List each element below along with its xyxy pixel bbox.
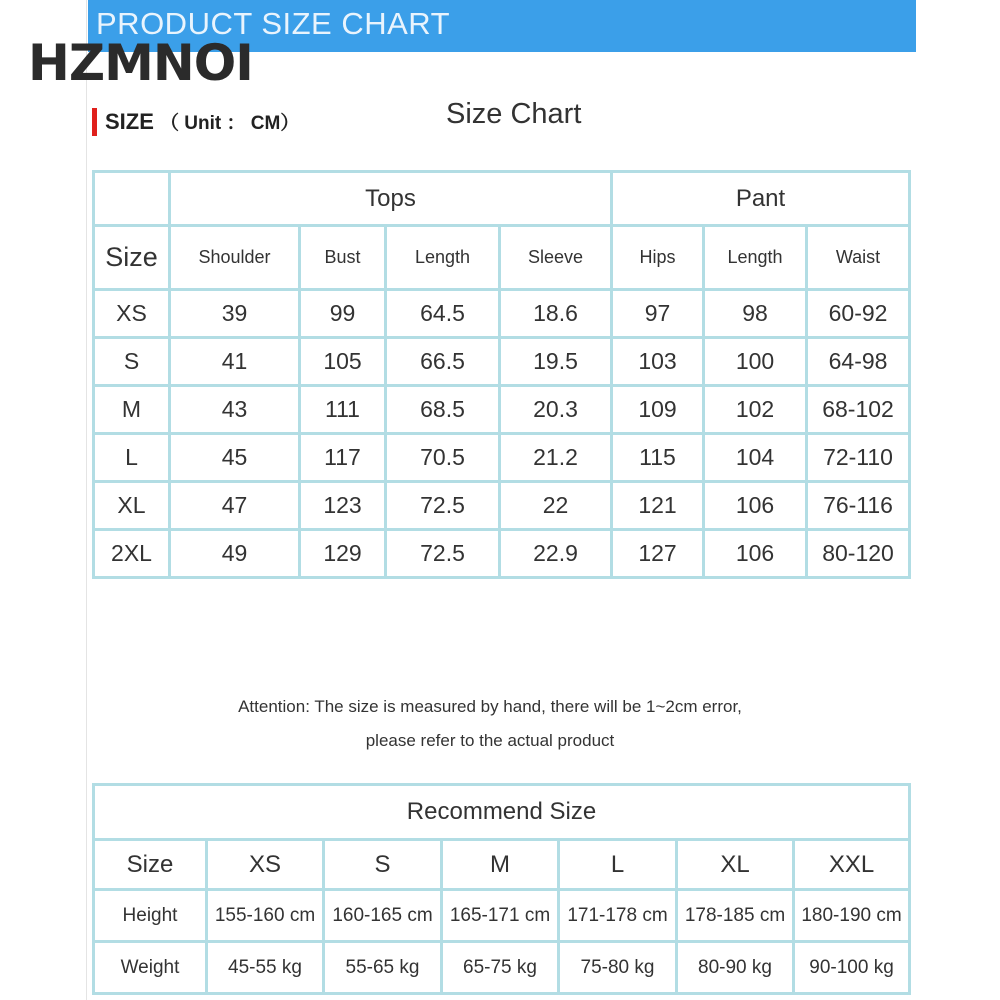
value-cell: 55-65 kg <box>324 942 442 994</box>
value-cell: 47 <box>170 482 300 530</box>
value-cell: 111 <box>300 386 386 434</box>
corner-cell <box>94 172 170 226</box>
group-header-tops: Tops <box>170 172 612 226</box>
value-cell: 129 <box>300 530 386 578</box>
value-cell: 155-160 cm <box>207 890 324 942</box>
value-cell: 100 <box>704 338 807 386</box>
value-cell: 45 <box>170 434 300 482</box>
size-cell: XS <box>94 290 170 338</box>
value-cell: 18.6 <box>500 290 612 338</box>
value-cell: 106 <box>704 482 807 530</box>
banner-title: PRODUCT SIZE CHART <box>96 6 451 41</box>
value-cell: 127 <box>612 530 704 578</box>
value-cell: 121 <box>612 482 704 530</box>
value-cell: 97 <box>612 290 704 338</box>
value-cell: 165-171 cm <box>442 890 559 942</box>
column-header: Bust <box>300 226 386 290</box>
value-cell: 103 <box>612 338 704 386</box>
attention-line-2: please refer to the actual product <box>365 731 615 750</box>
value-cell: 68-102 <box>807 386 910 434</box>
value-cell: 65-75 kg <box>442 942 559 994</box>
size-cell: 2XL <box>94 530 170 578</box>
value-cell: 90-100 kg <box>794 942 910 994</box>
value-cell: 117 <box>300 434 386 482</box>
size-cell: S <box>94 338 170 386</box>
value-cell: 60-92 <box>807 290 910 338</box>
value-cell: 20.3 <box>500 386 612 434</box>
row-label: Size <box>94 840 207 890</box>
recommend-row-sizes <box>94 840 910 890</box>
value-cell: 160-165 cm <box>324 890 442 942</box>
value-cell: 72.5 <box>386 530 500 578</box>
value-cell: 72.5 <box>386 482 500 530</box>
column-header: Hips <box>612 226 704 290</box>
value-cell: L <box>559 840 677 890</box>
recommend-title: Recommend Size <box>94 785 910 840</box>
column-header: Length <box>386 226 500 290</box>
value-cell: XXL <box>794 840 910 890</box>
table-row <box>94 386 910 434</box>
value-cell: 22.9 <box>500 530 612 578</box>
page-edge <box>86 0 87 1000</box>
value-cell: 19.5 <box>500 338 612 386</box>
value-cell: 68.5 <box>386 386 500 434</box>
table-row <box>94 290 910 338</box>
value-cell: 76-116 <box>807 482 910 530</box>
column-header: Shoulder <box>170 226 300 290</box>
value-cell: 171-178 cm <box>559 890 677 942</box>
column-header: Sleeve <box>500 226 612 290</box>
value-cell: 178-185 cm <box>677 890 794 942</box>
value-cell: 106 <box>704 530 807 578</box>
value-cell: 102 <box>704 386 807 434</box>
table-row <box>94 338 910 386</box>
value-cell: 66.5 <box>386 338 500 386</box>
column-header: Length <box>704 226 807 290</box>
value-cell: 75-80 kg <box>559 942 677 994</box>
value-cell: 45-55 kg <box>207 942 324 994</box>
value-cell: 98 <box>704 290 807 338</box>
value-cell: 22 <box>500 482 612 530</box>
value-cell: 109 <box>612 386 704 434</box>
table-row <box>94 434 910 482</box>
value-cell: 80-90 kg <box>677 942 794 994</box>
value-cell: 64-98 <box>807 338 910 386</box>
value-cell: XS <box>207 840 324 890</box>
value-cell: 41 <box>170 338 300 386</box>
value-cell: 180-190 cm <box>794 890 910 942</box>
brand-logo: HZMNOI <box>28 34 253 92</box>
column-header: Waist <box>807 226 910 290</box>
size-cell: M <box>94 386 170 434</box>
size-cell: XL <box>94 482 170 530</box>
size-label-main: SIZE <box>105 109 154 134</box>
value-cell: 70.5 <box>386 434 500 482</box>
chart-title: Size Chart <box>446 98 582 130</box>
value-cell: S <box>324 840 442 890</box>
value-cell: 104 <box>704 434 807 482</box>
recommend-row-weight <box>94 942 910 994</box>
value-cell: 115 <box>612 434 704 482</box>
value-cell: 49 <box>170 530 300 578</box>
value-cell: 43 <box>170 386 300 434</box>
row-label: Weight <box>94 942 207 994</box>
value-cell: XL <box>677 840 794 890</box>
row-label: Height <box>94 890 207 942</box>
value-cell: 105 <box>300 338 386 386</box>
group-header-pant: Pant <box>612 172 910 226</box>
size-cell: L <box>94 434 170 482</box>
value-cell: 21.2 <box>500 434 612 482</box>
table-row <box>94 482 910 530</box>
size-chart-table <box>92 170 911 579</box>
value-cell: 99 <box>300 290 386 338</box>
value-cell: 72-110 <box>807 434 910 482</box>
value-cell: 64.5 <box>386 290 500 338</box>
size-label-unit: （ Unit ： CM） <box>160 113 300 134</box>
value-cell: 123 <box>300 482 386 530</box>
recommend-size-table <box>92 783 911 995</box>
value-cell: 39 <box>170 290 300 338</box>
size-unit-label <box>92 108 299 136</box>
value-cell: M <box>442 840 559 890</box>
attention-line-1: Attention: The size is measured by hand, there will be 1~2cm error, <box>238 697 742 716</box>
table-row <box>94 530 910 578</box>
recommend-row-height <box>94 890 910 942</box>
value-cell: 80-120 <box>807 530 910 578</box>
column-header: Size <box>94 226 170 290</box>
